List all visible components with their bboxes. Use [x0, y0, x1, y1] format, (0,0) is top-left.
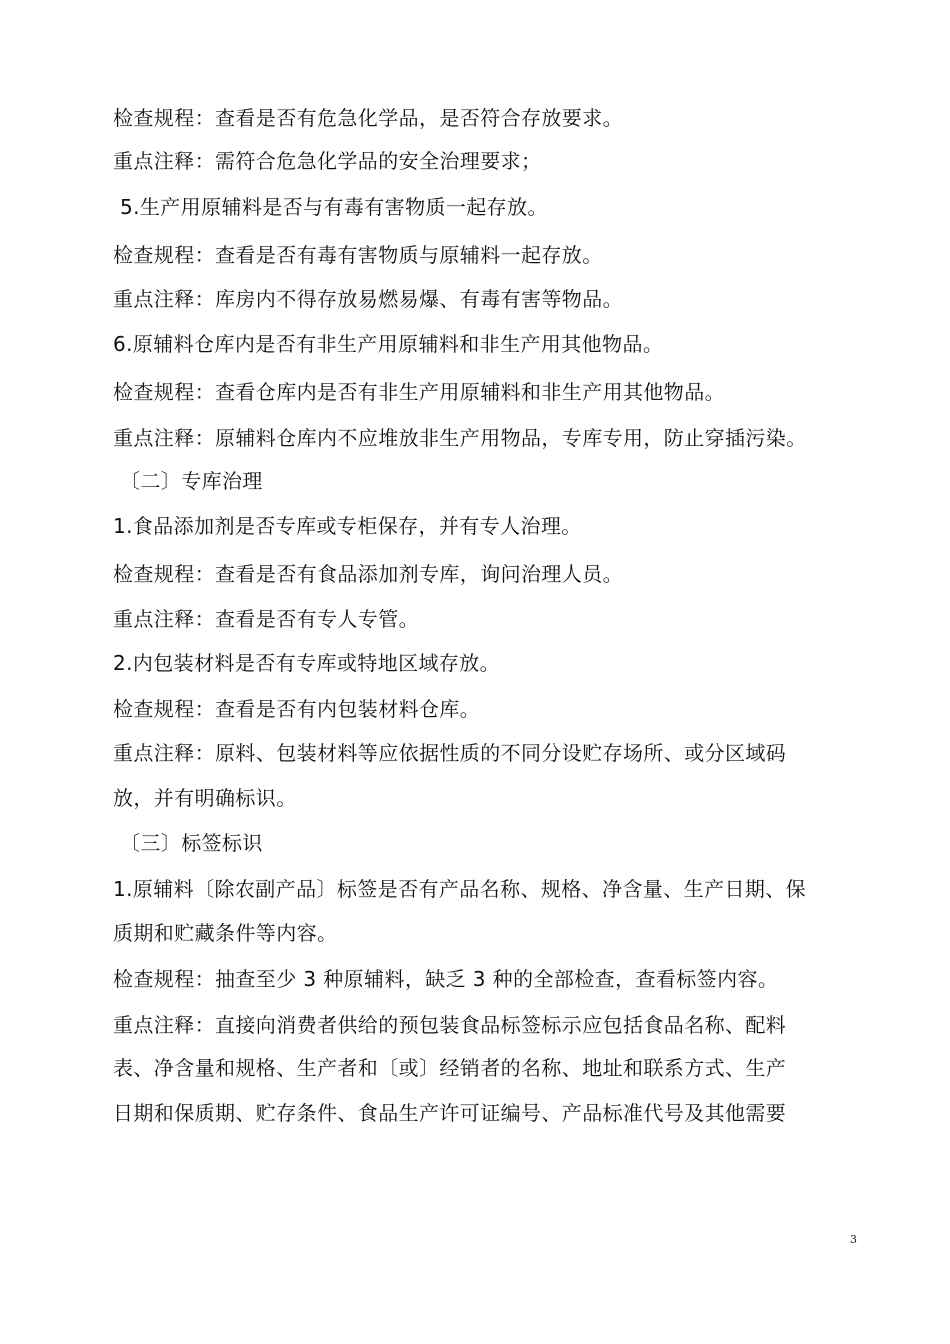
text-line: 重点注释：原辅料仓库内不应堆放非生产用物品，专库专用，防止穿插污染。: [113, 426, 807, 450]
text-line: 检查规程：查看仓库内是否有非生产用原辅料和非生产用其他物品。: [113, 380, 725, 404]
text-line: 检查规程：抽查至少 3 种原辅料，缺乏 3 种的全部检查，查看标签内容。: [113, 967, 779, 991]
text-line: 检查规程：查看是否有危急化学品，是否符合存放要求。: [113, 106, 623, 130]
text-line: 放，并有明确标识。: [113, 786, 297, 810]
text-line: 质期和贮藏条件等内容。: [113, 921, 338, 945]
text-line: 5.生产用原辅料是否与有毒有害物质一起存放。: [120, 195, 548, 219]
text-line: 2.内包装材料是否有专库或特地区域存放。: [113, 651, 501, 675]
text-line: 1.食品添加剂是否专库或专柜保存，并有专人治理。: [113, 514, 582, 538]
text-line: 表、净含量和规格、生产者和〔或〕经销者的名称、地址和联系方式、生产: [113, 1056, 787, 1080]
text-line: 检查规程：查看是否有毒有害物质与原辅料一起存放。: [113, 243, 603, 267]
text-line: 6.原辅料仓库内是否有非生产用原辅料和非生产用其他物品。: [113, 332, 664, 356]
text-line: 检查规程：查看是否有食品添加剂专库，询问治理人员。: [113, 562, 623, 586]
text-line: 重点注释：原料、包装材料等应依据性质的不同分设贮存场所、或分区域码: [113, 741, 787, 765]
text-line: 重点注释：查看是否有专人专管。: [113, 607, 419, 631]
text-line: 检查规程：查看是否有内包装材料仓库。: [113, 697, 481, 721]
section-heading: 〔三〕标签标识: [120, 831, 263, 855]
text-line: 重点注释：需符合危急化学品的安全治理要求；: [113, 149, 542, 173]
text-line: 日期和保质期、贮存条件、食品生产许可证编号、产品标准代号及其他需要: [113, 1101, 787, 1125]
text-line: 1.原辅料〔除农副产品〕标签是否有产品名称、规格、净含量、生产日期、保: [113, 877, 807, 901]
text-line: 重点注释：直接向消费者供给的预包装食品标签标示应包括食品名称、配料: [113, 1013, 787, 1037]
section-heading: 〔二〕专库治理: [120, 469, 263, 493]
text-line: 重点注释：库房内不得存放易燃易爆、有毒有害等物品。: [113, 287, 623, 311]
page-number: 3: [850, 1233, 857, 1246]
